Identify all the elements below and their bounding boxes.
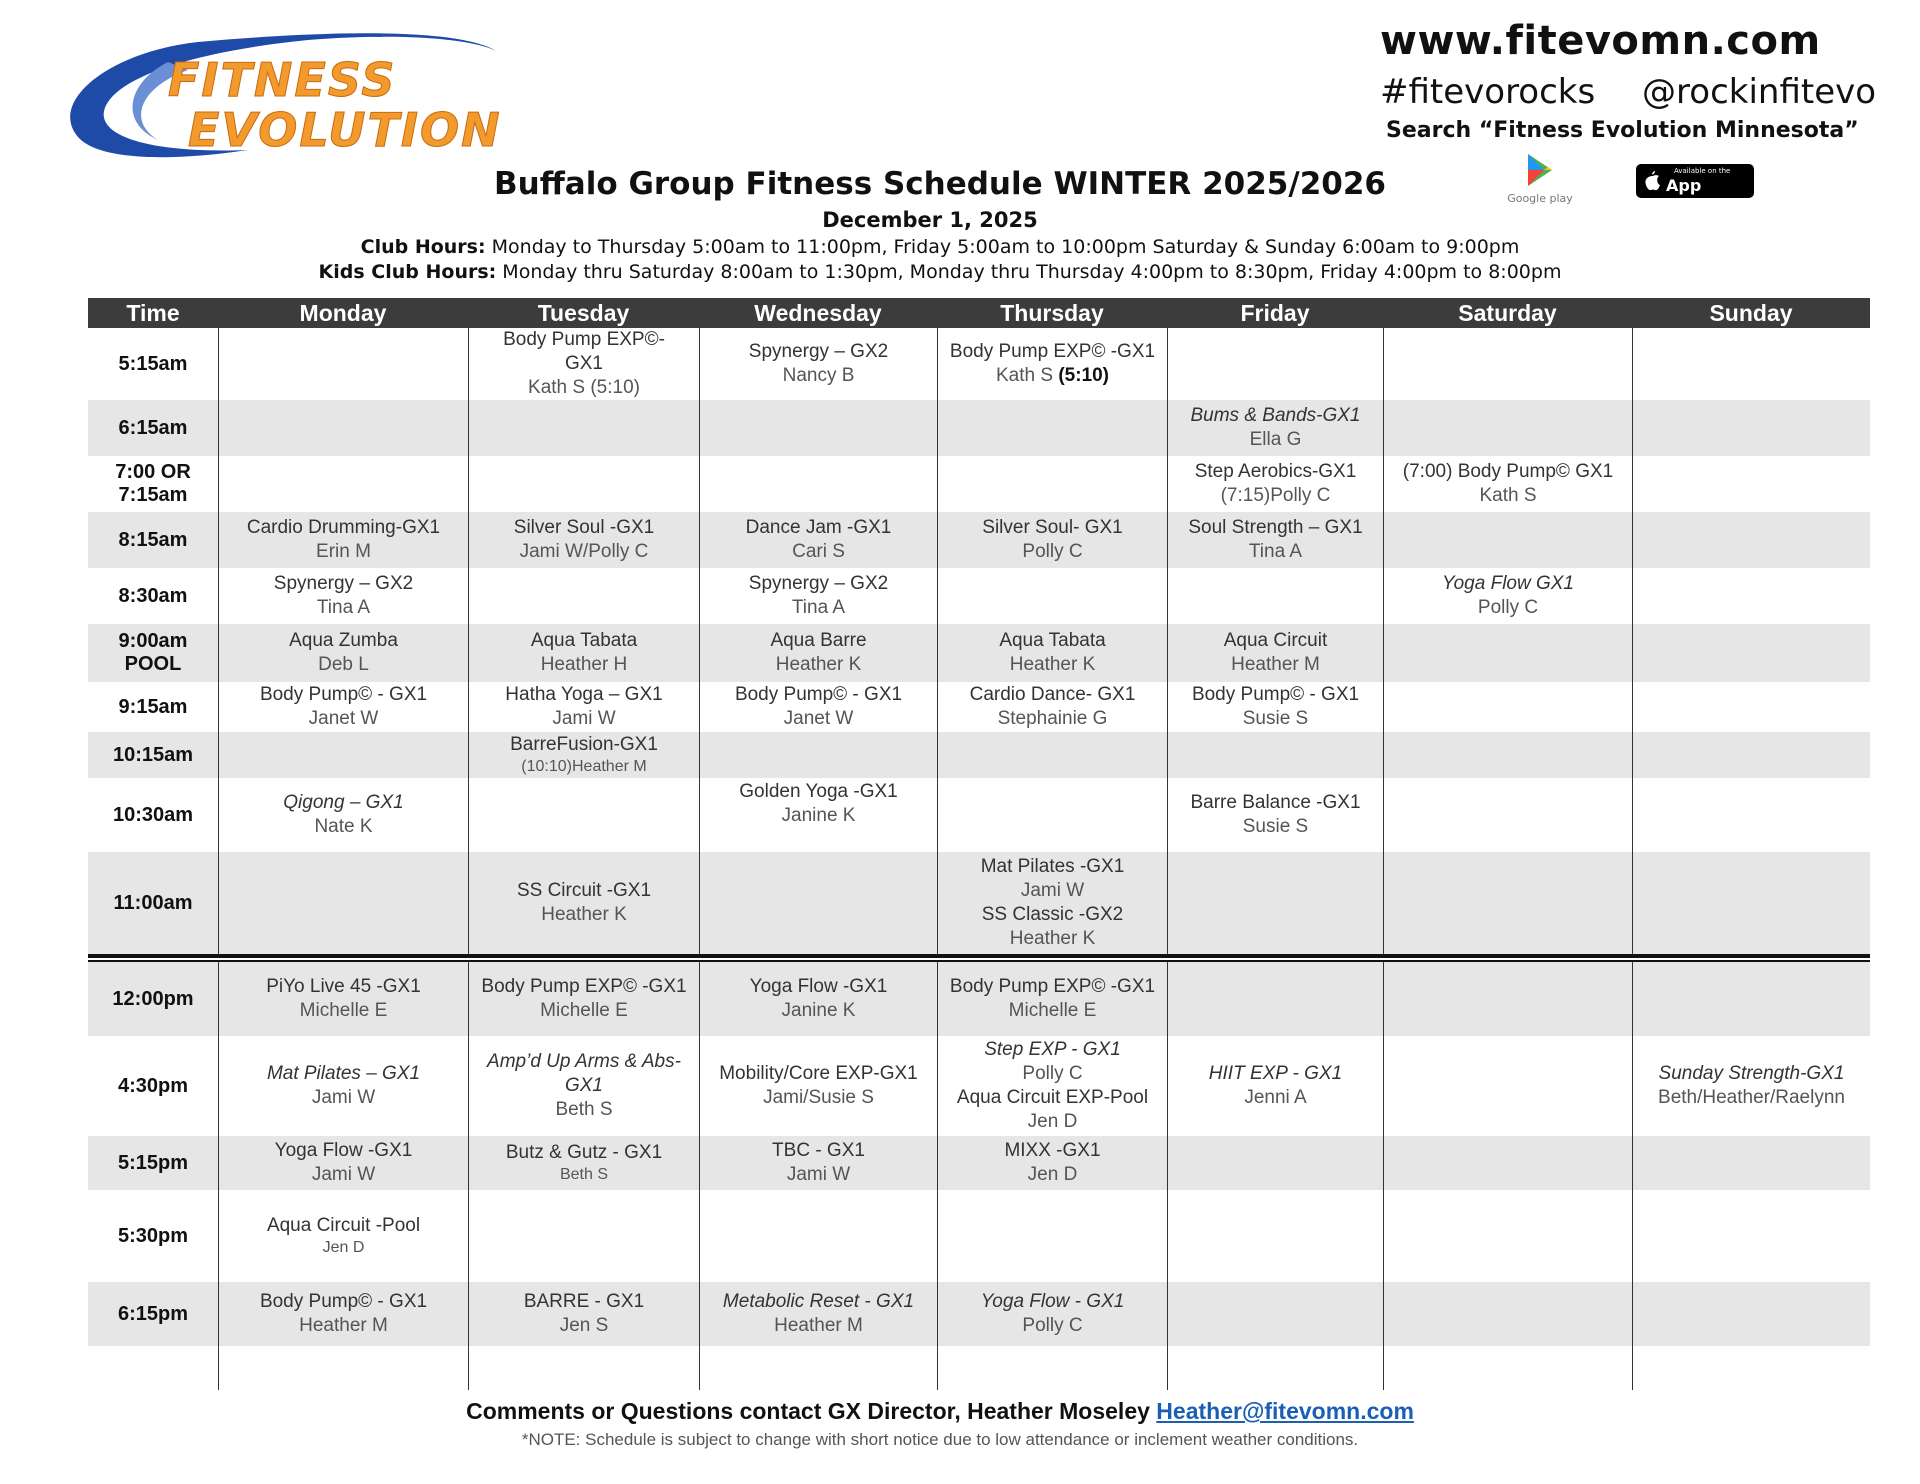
time-cell: 5:30pm (117, 1224, 189, 1247)
time-cell (88, 1346, 218, 1390)
class-name: Aqua Circuit -Pool (266, 1215, 421, 1236)
class-cell (1383, 456, 1632, 512)
class-cell (1167, 328, 1383, 400)
instructor-name: Deb L (318, 654, 369, 675)
time-cell: 8:15am (118, 528, 188, 551)
class-cell (937, 962, 1167, 1036)
class-cell (699, 778, 937, 852)
time-cell: 5:15am (118, 352, 188, 375)
class-cell (1167, 1282, 1383, 1346)
hashtag: #fitevorocks (1380, 72, 1596, 112)
class-cell (468, 624, 699, 682)
time-cell: 9:00am POOL (118, 630, 188, 675)
class-cell (1167, 852, 1383, 954)
instructor-name: Beth S (555, 1099, 613, 1120)
time-cell: 10:15am (112, 743, 194, 766)
instructor-name: Tina A (791, 597, 846, 618)
time-cell: 8:30am (118, 584, 188, 607)
instructor-name: Beth/Heather/Raelynn (1658, 1087, 1845, 1108)
class-cell (937, 400, 1167, 456)
class-cell (1383, 682, 1632, 732)
instructor-name: Kath S (995, 365, 1054, 386)
class-name: Cardio Drumming-GX1 (246, 517, 441, 538)
col-header-monday: Monday (299, 300, 387, 326)
instructor-name: Michelle E (1008, 1000, 1097, 1021)
class-cell (699, 732, 937, 778)
class-name: Step Aerobics-GX1 (1194, 461, 1357, 482)
class-cell (1632, 624, 1870, 682)
class-cell (468, 682, 699, 732)
class-cell (1632, 1136, 1870, 1190)
instructor-name: Polly C (1022, 1063, 1083, 1084)
class-cell (218, 400, 468, 456)
google-play-label: Google play (1507, 192, 1573, 205)
col-header-tuesday: Tuesday (537, 300, 630, 326)
class-cell (468, 962, 699, 1036)
class-name: Yoga Flow -GX1 (274, 1140, 413, 1161)
class-cell (699, 852, 937, 954)
class-name: Mat Pilates -GX1 (980, 856, 1125, 877)
instructor-name: Polly C (1022, 541, 1083, 562)
table-row (88, 1136, 1870, 1190)
class-cell (1383, 1282, 1632, 1346)
class-cell (218, 1282, 468, 1346)
instructor-name: Kath S (5:10) (528, 377, 640, 398)
class-cell (1632, 1346, 1870, 1390)
class-name: Yoga Flow -GX1 (749, 976, 888, 997)
class-cell (468, 1136, 699, 1190)
search-instruction: Search “Fitness Evolution Minnesota” (1386, 118, 1859, 143)
table-row (88, 778, 1870, 852)
social-handle: @rockinfitevo (1642, 72, 1877, 112)
class-name: BARRE - GX1 (523, 1291, 645, 1312)
contact-line (0, 1398, 1920, 1425)
class-cell (1167, 1190, 1383, 1282)
class-cell (1167, 456, 1383, 512)
class-name: SS Classic -GX2 (981, 904, 1124, 925)
table-row (88, 1346, 1870, 1390)
class-cell (937, 456, 1167, 512)
instructor-name: Jami W (311, 1087, 376, 1108)
class-cell (1632, 512, 1870, 568)
class-cell (1383, 1036, 1632, 1136)
class-name: Mobility/Core EXP-GX1 (719, 1063, 918, 1084)
class-cell (468, 732, 699, 778)
class-cell (1167, 1136, 1383, 1190)
class-name: Silver Soul- GX1 (982, 517, 1123, 538)
class-cell (218, 456, 468, 512)
midday-divider (88, 954, 1870, 962)
table-row (88, 1282, 1870, 1346)
col-header-friday: Friday (1240, 300, 1310, 326)
class-cell (1632, 400, 1870, 456)
kids-hours-text: Monday thru Saturday 8:00am to 1:30pm, Monday thru Thursday 4:00pm to 8:30pm, Friday 4:00pm to 8:00pm (496, 261, 1562, 283)
class-cell (218, 778, 468, 852)
instructor-name: Nancy B (782, 365, 855, 386)
instructor-name: Jen D (1027, 1111, 1078, 1132)
instructor-name: Heather H (540, 654, 628, 675)
table-row (88, 512, 1870, 568)
class-name: MIXX -GX1 (1004, 1140, 1101, 1161)
class-name: Spynergy – GX2 (273, 573, 414, 594)
class-name: Aqua Circuit EXP-Pool (956, 1087, 1149, 1108)
class-name: TBC - GX1 (772, 1140, 865, 1161)
instructor-name: Polly C (1022, 1315, 1083, 1336)
instructor-name: Michelle E (540, 1000, 628, 1021)
class-cell (1167, 962, 1383, 1036)
class-cell (1167, 732, 1383, 778)
class-cell (218, 512, 468, 568)
class-cell (937, 1282, 1167, 1346)
class-cell (218, 328, 468, 400)
class-name: Qigong – GX1 (283, 792, 404, 813)
instructor-name: Stephainie G (997, 708, 1108, 729)
class-cell (699, 456, 937, 512)
class-cell (1383, 732, 1632, 778)
class-cell (937, 568, 1167, 624)
class-cell (1632, 732, 1870, 778)
club-hours (0, 236, 1920, 258)
club-hours-label: Club Hours: (360, 236, 486, 258)
instructor-name: Jami/Susie S (763, 1087, 874, 1108)
instructor-name: Susie S (1242, 708, 1309, 729)
time-cell: 5:15pm (117, 1151, 189, 1174)
club-hours-text: Monday to Thursday 5:00am to 11:00pm, Friday 5:00am to 10:00pm Saturday & Sunday 6:00am to 9:00pm (485, 236, 1520, 258)
instructor-name: Polly C (1477, 597, 1539, 618)
class-cell (699, 1036, 937, 1136)
class-cell (1383, 328, 1632, 400)
class-cell (218, 962, 468, 1036)
instructor-name: Erin M (316, 541, 371, 562)
class-cell (699, 1190, 937, 1282)
contact-email-link[interactable]: Heather@fitevomn.com (1156, 1398, 1414, 1424)
class-cell (1632, 456, 1870, 512)
logo-graphic (48, 22, 568, 164)
class-cell (699, 1282, 937, 1346)
instructor-name: Heather K (1009, 928, 1096, 949)
class-name: Yoga Flow - GX1 (980, 1291, 1125, 1312)
instructor-name: Jen D (322, 1239, 365, 1256)
fitness-evolution-logo (48, 22, 568, 164)
schedule-date: December 1, 2025 (822, 208, 1038, 232)
class-cell (937, 512, 1167, 568)
class-cell (699, 568, 937, 624)
class-cell (218, 1190, 468, 1282)
class-cell (1632, 682, 1870, 732)
table-row (88, 682, 1870, 732)
class-name: Mat Pilates – GX1 (266, 1063, 421, 1084)
app-store-text: App Store (1666, 176, 1715, 214)
class-cell (468, 1282, 699, 1346)
class-name: Body Pump EXP© -GX1 (481, 976, 687, 997)
class-name: (7:00) Body Pump© GX1 (1402, 461, 1614, 482)
class-name: HIIT EXP - GX1 (1208, 1063, 1343, 1084)
instructor-line (996, 364, 1109, 388)
class-cell (1632, 1036, 1870, 1136)
instructor-name: Janet W (308, 708, 379, 729)
class-name: Spynergy – GX2 (748, 341, 889, 362)
class-cell (1167, 568, 1383, 624)
social-tags (1380, 72, 1912, 112)
class-cell (468, 1036, 699, 1136)
class-cell (468, 778, 699, 852)
instructor-name: Heather M (1231, 654, 1320, 675)
class-cell (1383, 400, 1632, 456)
class-name: Body Pump© - GX1 (259, 684, 428, 705)
class-name: Amp’d Up Arms & Abs-GX1 (487, 1051, 681, 1096)
class-cell (1167, 1346, 1383, 1390)
class-cell (468, 1346, 699, 1390)
instructor-name: Heather K (541, 904, 627, 925)
class-cell (699, 512, 937, 568)
class-name: SS Circuit -GX1 (516, 880, 652, 901)
time-cell: 4:30pm (117, 1074, 189, 1097)
class-name: Sunday Strength-GX1 (1658, 1063, 1845, 1084)
class-cell (468, 1190, 699, 1282)
table-row (88, 1036, 1870, 1136)
class-cell (218, 682, 468, 732)
class-cell (1383, 962, 1632, 1036)
class-name: Body Pump© - GX1 (1191, 684, 1360, 705)
class-cell (218, 1036, 468, 1136)
class-cell (1632, 328, 1870, 400)
instructor-name: Jenni A (1244, 1087, 1307, 1108)
class-cell (468, 568, 699, 624)
class-cell (1167, 682, 1383, 732)
table-row (88, 624, 1870, 682)
page-title: Buffalo Group Fitness Schedule WINTER 2025/2026 (494, 166, 1386, 202)
col-header-saturday: Saturday (1458, 300, 1557, 326)
class-cell (699, 1346, 937, 1390)
table-row (88, 852, 1870, 954)
instructor-name: Jami W/Polly C (519, 541, 649, 562)
class-name: Golden Yoga -GX1 (739, 781, 898, 802)
instructor-name: Susie S (1242, 816, 1309, 837)
contact-text: Comments or Questions contact GX Director, Heather Moseley (466, 1398, 1157, 1424)
class-cell (1167, 512, 1383, 568)
time-cell: 6:15pm (117, 1302, 189, 1325)
class-cell (1383, 624, 1632, 682)
website-url[interactable]: www.fitevomn.com (1380, 18, 1821, 64)
class-name: Dance Jam -GX1 (745, 517, 892, 538)
schedule-table (88, 298, 1870, 1390)
class-cell (937, 778, 1167, 852)
app-store-small-text: Available on the (1674, 167, 1731, 175)
class-name: Step EXP - GX1 (984, 1039, 1121, 1060)
class-cell (1632, 852, 1870, 954)
class-name: Butz & Gutz - GX1 (505, 1142, 663, 1163)
class-name: BarreFusion-GX1 (510, 734, 658, 755)
class-cell (1383, 778, 1632, 852)
class-name: Bums & Bands-GX1 (1190, 405, 1361, 426)
instructor-name: Heather K (1009, 654, 1096, 675)
instructor-name: Tina A (1248, 541, 1303, 562)
table-row (88, 962, 1870, 1036)
class-cell (1383, 1190, 1632, 1282)
class-cell (1632, 1282, 1870, 1346)
class-cell (1383, 1346, 1632, 1390)
class-cell (1383, 512, 1632, 568)
class-name: Body Pump© - GX1 (259, 1291, 428, 1312)
time-cell: 9:15am (118, 695, 188, 718)
instructor-name: Jen S (559, 1315, 609, 1336)
instructor-name: Heather M (774, 1315, 863, 1336)
instructor-name: Kath S (1479, 485, 1537, 506)
class-name: Body Pump EXP©-GX1 (503, 329, 665, 374)
class-name: Yoga Flow GX1 (1441, 573, 1575, 594)
class-cell (1632, 778, 1870, 852)
class-cell (699, 962, 937, 1036)
class-cell (1632, 962, 1870, 1036)
class-cell (937, 1036, 1167, 1136)
class-name: Metabolic Reset - GX1 (722, 1291, 915, 1312)
table-row (88, 1190, 1870, 1282)
class-cell (699, 624, 937, 682)
class-cell (699, 328, 937, 400)
instructor-name: (7:15)Polly C (1220, 485, 1331, 506)
class-cell (1167, 400, 1383, 456)
instructor-name: Cari S (792, 541, 845, 562)
instructor-name: Tina A (316, 597, 371, 618)
class-cell (1167, 778, 1383, 852)
instructor-name: Heather M (299, 1315, 388, 1336)
class-cell (937, 852, 1167, 954)
kids-hours-label: Kids Club Hours: (318, 261, 497, 283)
class-cell (468, 400, 699, 456)
class-cell (937, 1190, 1167, 1282)
time-cell: 10:30am (112, 803, 194, 826)
table-row (88, 400, 1870, 456)
class-cell (468, 456, 699, 512)
class-name: Spynergy – GX2 (748, 573, 889, 594)
class-name: Cardio Dance- GX1 (969, 684, 1136, 705)
instructor-name: Nate K (314, 816, 373, 837)
table-row (88, 732, 1870, 778)
class-cell (937, 732, 1167, 778)
class-cell (937, 682, 1167, 732)
class-cell (1383, 1136, 1632, 1190)
class-name: Soul Strength – GX1 (1188, 517, 1363, 538)
class-name: PiYo Live 45 -GX1 (266, 976, 421, 997)
instructor-name: Jami W (786, 1164, 851, 1185)
class-cell (699, 1136, 937, 1190)
class-cell (937, 1136, 1167, 1190)
class-cell (1167, 1036, 1383, 1136)
class-cell (218, 568, 468, 624)
class-name: Body Pump EXP© -GX1 (949, 341, 1156, 362)
schedule-note: *NOTE: Schedule is subject to change with short notice due to low attendance or inclement weather conditions. (521, 1430, 1359, 1449)
class-name: Aqua Tabata (999, 630, 1106, 651)
instructor-name: Janet W (783, 708, 854, 729)
class-cell (468, 328, 699, 400)
instructor-name: Janine K (781, 1000, 856, 1021)
class-name: Body Pump© - GX1 (734, 684, 903, 705)
svg-text:EVOLUTION: EVOLUTION (188, 103, 502, 157)
class-name: Aqua Zumba (289, 630, 398, 651)
class-cell (699, 400, 937, 456)
instructor-name: Jami W (552, 708, 616, 729)
class-name: Aqua Circuit (1223, 630, 1328, 651)
class-cell (937, 1346, 1167, 1390)
instructor-name: Ella G (1249, 429, 1302, 450)
class-cell (1383, 852, 1632, 954)
table-row (88, 568, 1870, 624)
time-cell: 7:00 OR 7:15am (115, 461, 191, 506)
class-cell (937, 328, 1167, 400)
class-cell (218, 1346, 468, 1390)
col-header-wednesday: Wednesday (754, 300, 882, 326)
class-name: Aqua Tabata (530, 630, 638, 651)
class-cell (218, 624, 468, 682)
instructor-name: Janine K (781, 805, 856, 826)
col-header-sunday: Sunday (1709, 300, 1793, 326)
time-cell: 11:00am (113, 891, 193, 914)
table-row (88, 328, 1870, 400)
class-cell (1632, 568, 1870, 624)
class-cell (1632, 1190, 1870, 1282)
class-cell (699, 682, 937, 732)
time-cell: 12:00pm (112, 987, 194, 1010)
class-cell (468, 852, 699, 954)
class-cell (1383, 568, 1632, 624)
instructor-name: Jen D (1027, 1164, 1078, 1185)
class-name: Aqua Barre (770, 630, 867, 651)
instructor-name: Jami W (1020, 880, 1085, 901)
table-header-row (88, 298, 1870, 328)
svg-text:FITNESS: FITNESS (168, 53, 397, 107)
class-name: Body Pump EXP© -GX1 (949, 976, 1156, 997)
class-cell (1167, 624, 1383, 682)
table-row (88, 456, 1870, 512)
time-note: (5:10) (1058, 365, 1109, 386)
class-cell (937, 624, 1167, 682)
class-cell (218, 1136, 468, 1190)
class-cell (218, 852, 468, 954)
col-header-time: Time (126, 300, 180, 326)
col-header-thursday: Thursday (1000, 300, 1104, 326)
instructor-name: Beth S (559, 1166, 609, 1183)
class-name: Hatha Yoga – GX1 (505, 684, 663, 705)
instructor-name: (10:10)Heather M (521, 758, 647, 775)
instructor-name: Jami W (311, 1164, 376, 1185)
class-cell (468, 512, 699, 568)
class-name: Silver Soul -GX1 (513, 517, 655, 538)
class-name: Barre Balance -GX1 (1190, 792, 1361, 813)
instructor-name: Michelle E (299, 1000, 388, 1021)
class-cell (218, 732, 468, 778)
time-cell: 6:15am (118, 416, 188, 439)
kids-club-hours (0, 261, 1920, 283)
instructor-name: Heather K (775, 654, 862, 675)
